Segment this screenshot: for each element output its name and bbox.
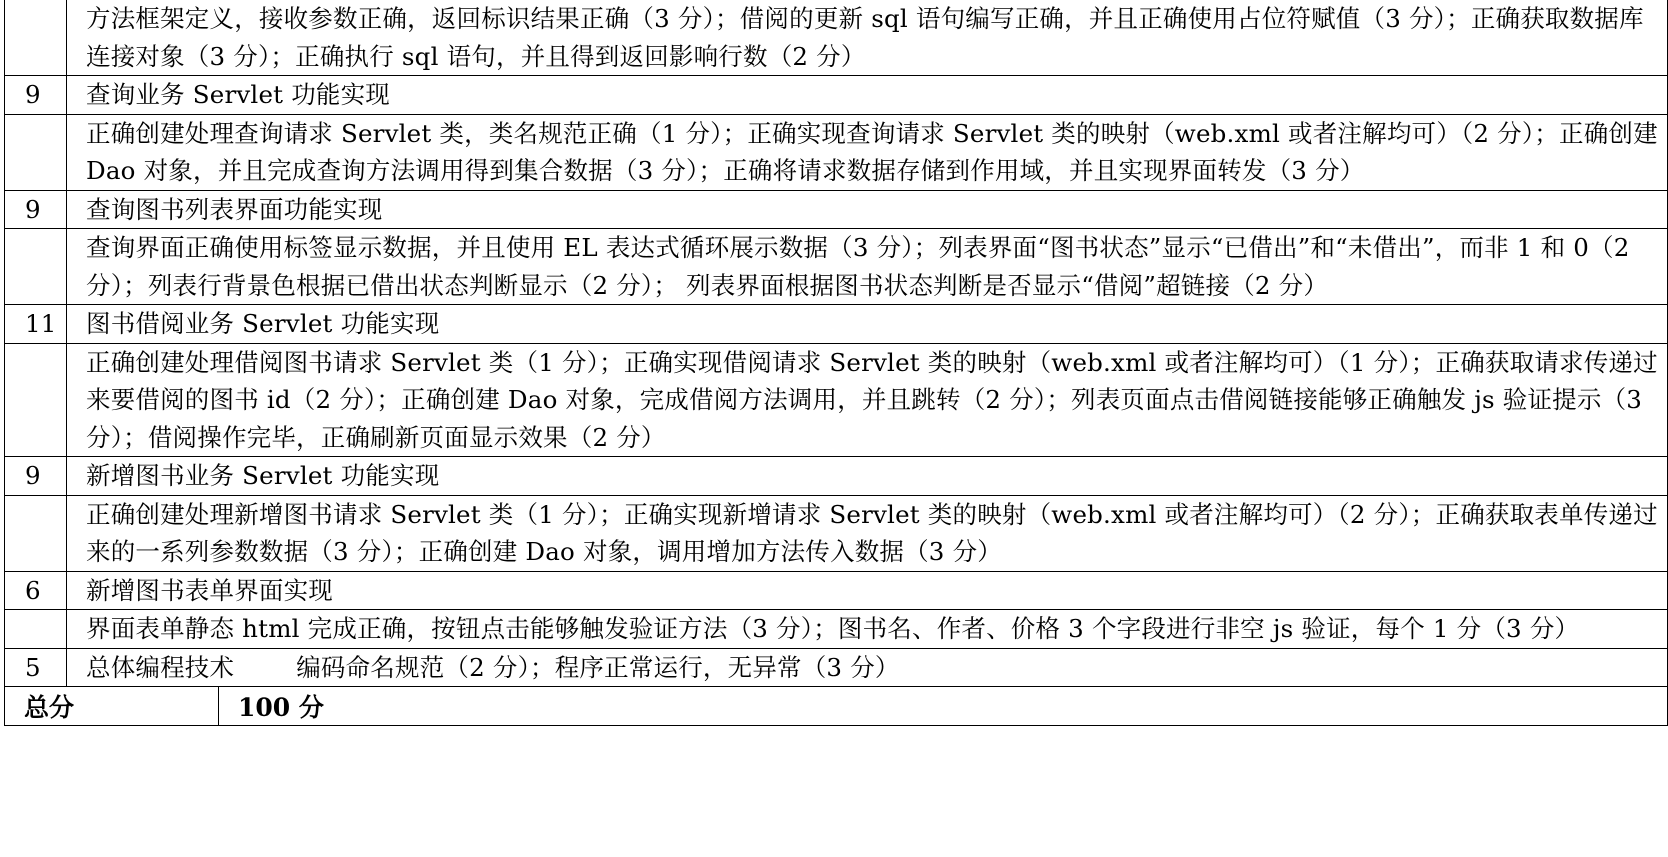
total-value: 100 分 — [219, 687, 1668, 726]
table-row — [5, 76, 1668, 115]
score-cell: 5 — [5, 648, 67, 687]
table-row — [5, 190, 1668, 229]
scoring-table-body — [5, 0, 1668, 687]
score-cell — [5, 343, 67, 457]
table-row — [5, 343, 1668, 457]
scoring-table — [4, 0, 1668, 687]
score-cell — [5, 0, 67, 76]
score-cell: 9 — [5, 457, 67, 496]
criteria-combined-cell — [67, 648, 1668, 687]
score-cell: 6 — [5, 571, 67, 610]
criteria-detail-cell: 正确创建处理查询请求 Servlet 类，类名规范正确（1 分）；正确实现查询请求 Servlet 类的映射（web.xml 或者注解均可）（2 分）；正确创建 Dao 对象，并且完成查询方法调用得到集合数据（3 分）；正确将请求数据存储到作用域，并且实现界面转发（3 分） — [67, 114, 1668, 190]
criteria-title-cell: 新增图书表单界面实现 — [67, 571, 1668, 610]
table-row — [5, 0, 1668, 76]
total-row — [5, 687, 1668, 726]
criteria-detail-cell: 正确创建处理借阅图书请求 Servlet 类（1 分）；正确实现借阅请求 Servlet 类的映射（web.xml 或者注解均可）（1 分）；正确获取请求传递过来要借阅的图书 id（2 分）；正确创建 Dao 对象，完成借阅方法调用，并且跳转（2 分）；列表页面点击借阅链接能够正确触发 js 验证提示（3 分）；借阅操作完毕，正确刷新页面显示效果（2 分） — [67, 343, 1668, 457]
score-cell: 9 — [5, 190, 67, 229]
table-row — [5, 114, 1668, 190]
total-label: 总分 — [5, 687, 219, 726]
criteria-title-cell: 查询图书列表界面功能实现 — [67, 190, 1668, 229]
criteria-detail-cell: 方法框架定义，接收参数正确，返回标识结果正确（3 分）；借阅的更新 sql 语句编写正确，并且正确使用占位符赋值（3 分）；正确获取数据库连接对象（3 分）；正确执行 sql 语句，并且得到返回影响行数（2 分） — [67, 0, 1668, 76]
table-row — [5, 571, 1668, 610]
score-cell — [5, 114, 67, 190]
criteria-detail-cell: 查询界面正确使用标签显示数据，并且使用 EL 表达式循环展示数据（3 分）；列表界面“图书状态”显示“已借出”和“未借出”，而非 1 和 0（2 分）；列表行背景色根据已借出状态判断显示（2 分）； 列表界面根据图书状态判断是否显示“借阅”超链接（2 分） — [67, 229, 1668, 305]
score-cell — [5, 610, 67, 649]
table-row — [5, 610, 1668, 649]
table-row — [5, 305, 1668, 344]
criteria-title-cell: 图书借阅业务 Servlet 功能实现 — [67, 305, 1668, 344]
score-cell: 9 — [5, 76, 67, 115]
criteria-title-cell: 查询业务 Servlet 功能实现 — [67, 76, 1668, 115]
criteria-title: 总体编程技术 — [86, 652, 235, 682]
score-cell — [5, 495, 67, 571]
score-cell: 11 — [5, 305, 67, 344]
table-row — [5, 495, 1668, 571]
table-row — [5, 648, 1668, 687]
score-cell — [5, 229, 67, 305]
total-score-table — [4, 687, 1668, 726]
criteria-title-cell: 新增图书业务 Servlet 功能实现 — [67, 457, 1668, 496]
criteria-detail: 编码命名规范（2 分）；程序正常运行，无异常（3 分） — [296, 652, 900, 682]
criteria-detail-cell: 界面表单静态 html 完成正确，按钮点击能够触发验证方法（3 分）；图书名、作者、价格 3 个字段进行非空 js 验证，每个 1 分（3 分） — [67, 610, 1668, 649]
table-row — [5, 229, 1668, 305]
table-row — [5, 457, 1668, 496]
criteria-detail-cell: 正确创建处理新增图书请求 Servlet 类（1 分）；正确实现新增请求 Servlet 类的映射（web.xml 或者注解均可）（2 分）；正确获取表单传递过来的一系列参数数据（3 分）；正确创建 Dao 对象，调用增加方法传入数据（3 分） — [67, 495, 1668, 571]
